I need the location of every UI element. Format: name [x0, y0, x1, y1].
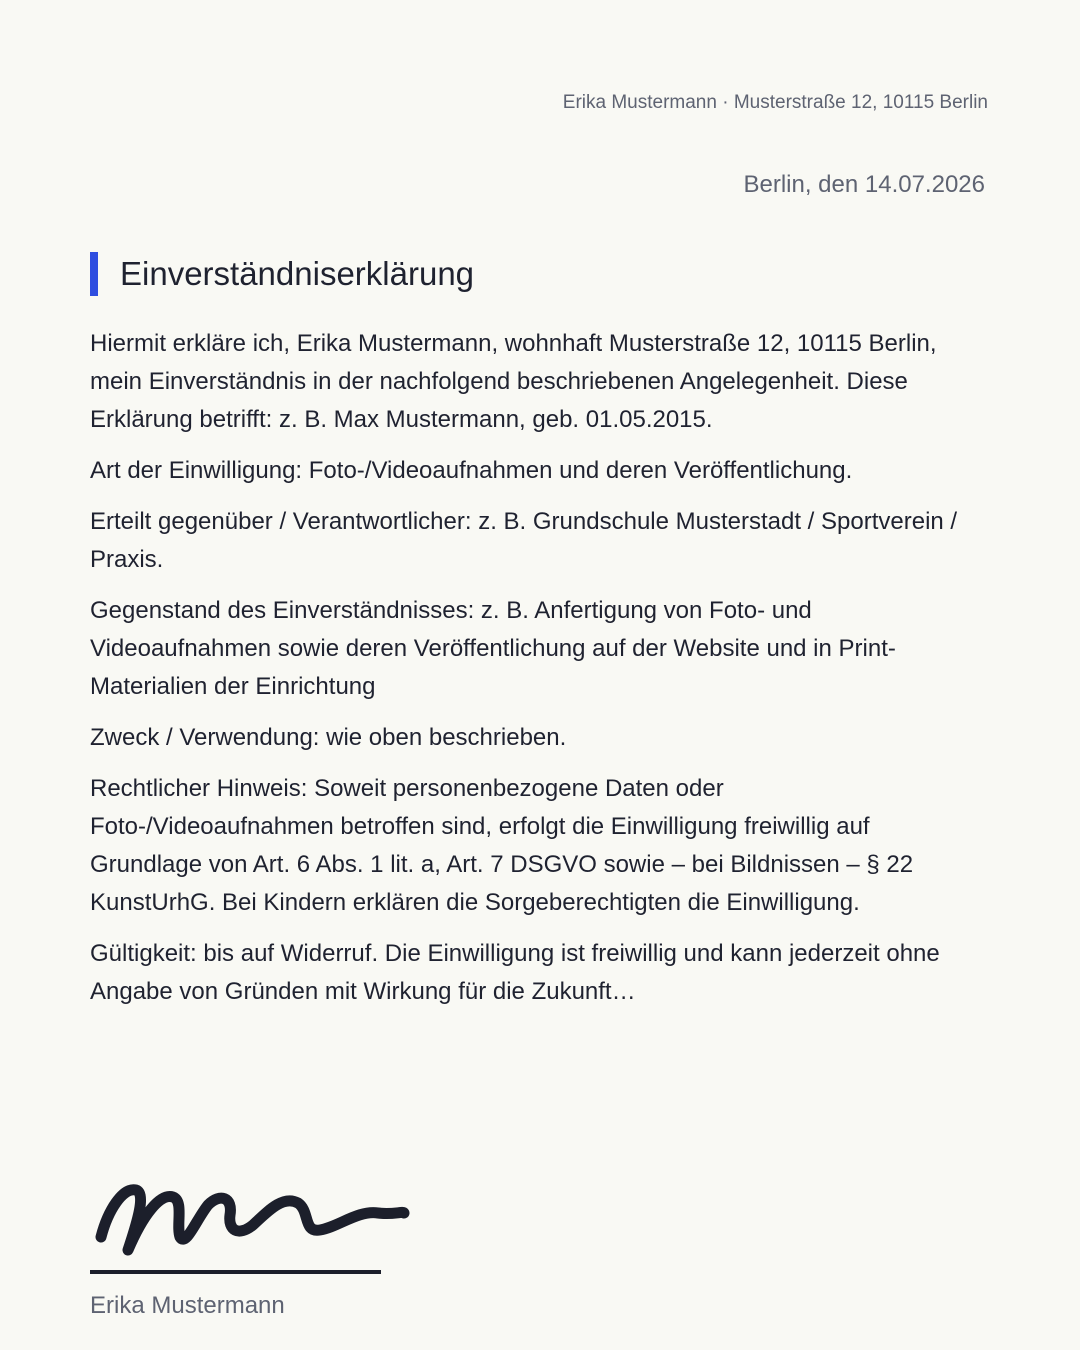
document-body [90, 325, 970, 1024]
handwritten-signature [88, 1175, 418, 1265]
validity-paragraph: Gültigkeit: bis auf Widerruf. Die Einwilligung ist freiwillig und kann jederzeit ohne Angabe von Gründen mit Wirkung für die Zukunft… [90, 940, 940, 1005]
title-accent-bar [90, 252, 98, 296]
legal-notice-paragraph: Rechtlicher Hinweis: Soweit personenbezogene Daten oder Foto-/Videoaufnahmen betroffen sind, erfolgt die Einwilligung freiwillig auf Grundlage von Art. 6 Abs. 1 lit. a, Art. 7 DSGVO sowie – bei Bildnissen – § 22 KunstUrhG. Bei Kindern erklären die Sorgeberechtigten die Einwilligung. [90, 775, 914, 916]
letter-date: Berlin, den 14.07.2026 [743, 171, 985, 198]
responsible-party-paragraph: Erteilt gegenüber / Verantwortlicher: z. B. Grundschule Musterstadt / Sportverein / Praxis. [90, 508, 958, 573]
document-title: Einverständniserklärung [120, 255, 475, 292]
consent-type-paragraph: Art der Einwilligung: Foto-/Videoaufnahmen und deren Veröffentlichung. [90, 457, 853, 484]
sender-address: Erika Mustermann · Musterstraße 12, 10115 Berlin [562, 92, 988, 113]
signatory-name: Erika Mustermann [90, 1292, 285, 1319]
intro-paragraph: Hiermit erkläre ich, Erika Mustermann, wohnhaft Musterstraße 12, 10115 Berlin, mein Einverständnis in der nachfolgend beschriebenen Angelegenheit. Diese Erklärung betrifft: z. B. Max Mustermann, geb. 01.05.2015. [90, 330, 937, 433]
signature-line [90, 1270, 381, 1274]
subject-paragraph: Gegenstand des Einverständnisses: z. B. Anfertigung von Foto- und Videoaufnahmen sowie deren Veröffentlichung auf der Website und in Print-Materialien der Einrichtung [90, 597, 896, 700]
title-block [90, 252, 474, 296]
purpose-paragraph: Zweck / Verwendung: wie oben beschrieben. [90, 724, 567, 751]
